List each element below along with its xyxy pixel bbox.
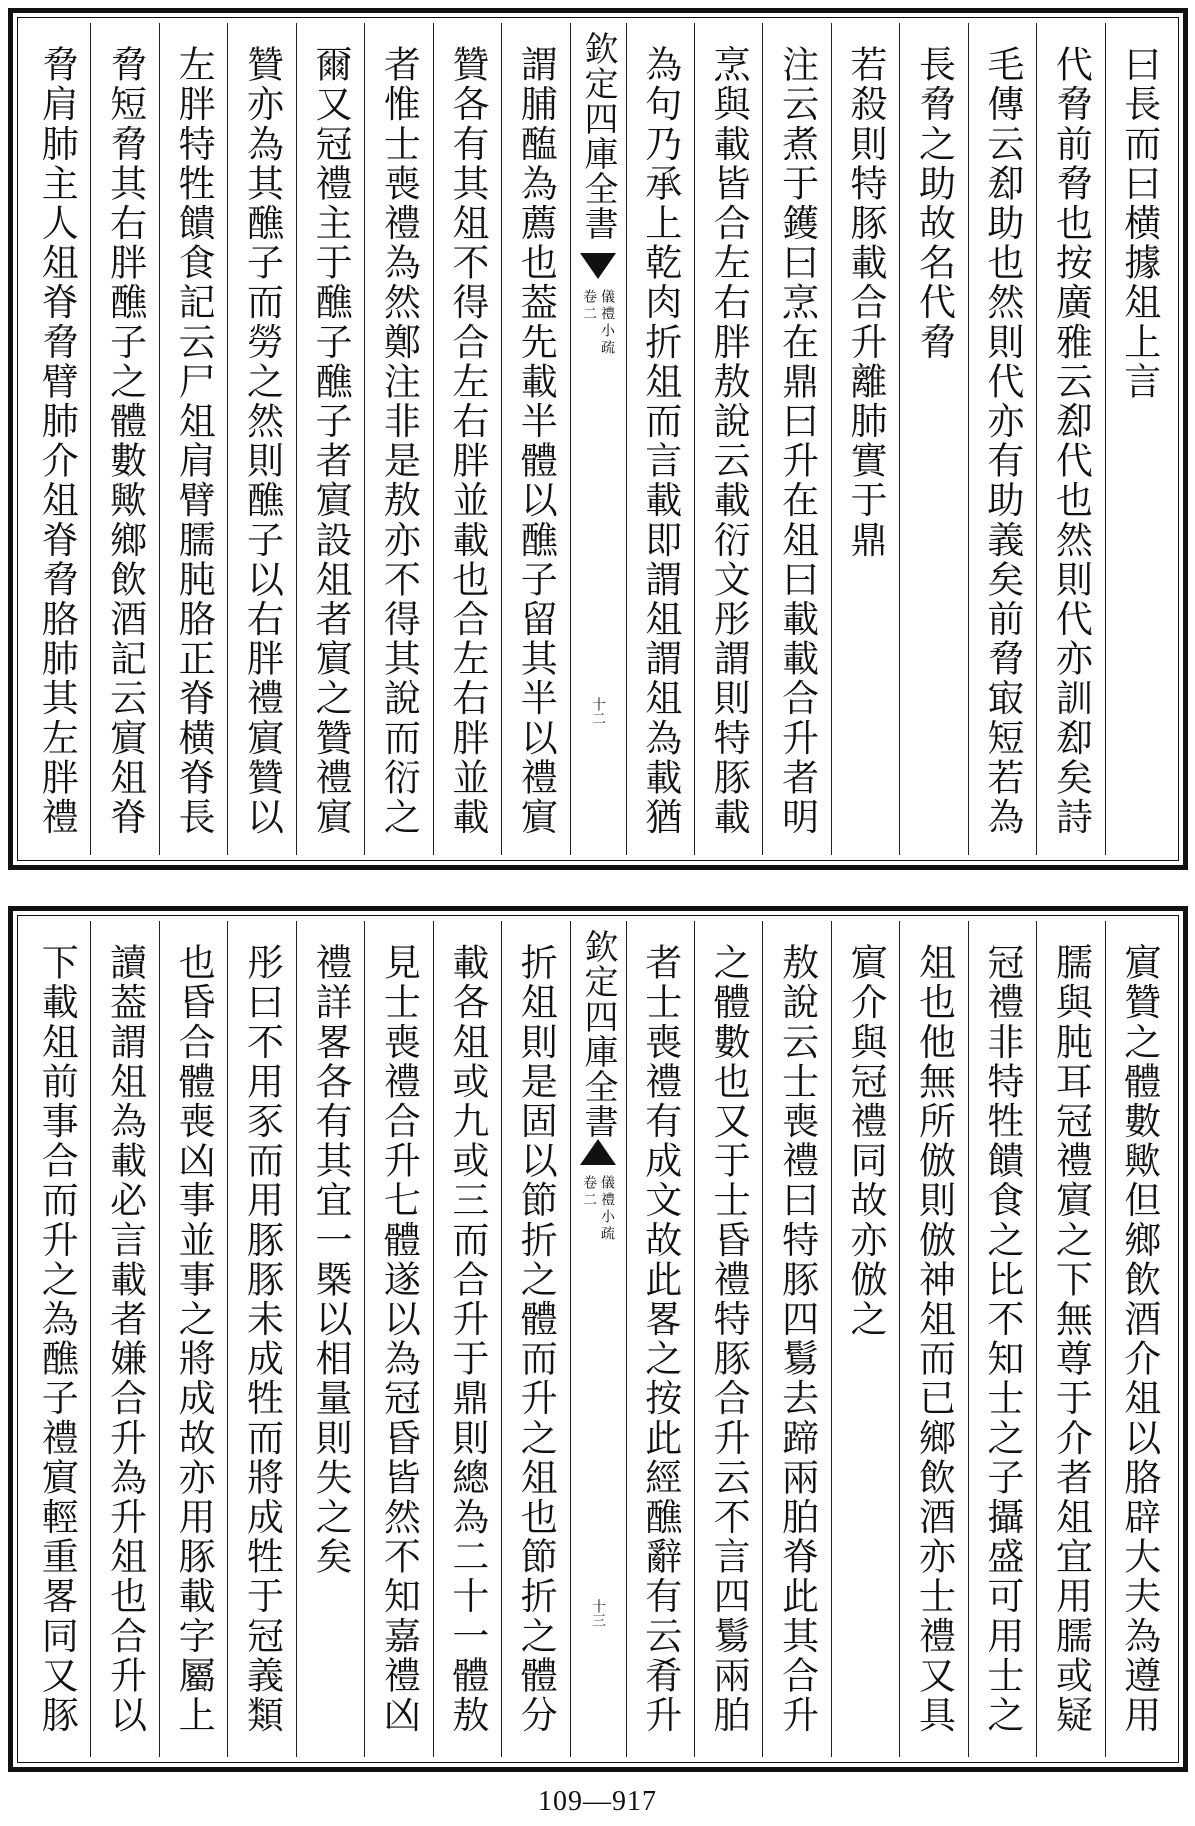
collection-title: 欽定四庫全書: [578, 929, 618, 1139]
column-text: 禮詳畧各有其宜一槩以相量則失之矣: [308, 943, 352, 1577]
column-text: 下載俎前事合而升之為醮子禮賔輕重畧同又豚: [35, 943, 79, 1735]
column-text: 載各俎或九或三而合升于鼎則總為二十一體敖: [445, 943, 489, 1735]
folio-number: 十三: [590, 1599, 606, 1627]
text-column: [227, 23, 295, 855]
book-title: 儀禮小疏: [599, 289, 615, 357]
upper-page-block: [8, 8, 1188, 870]
column-text: 左胖特牲饋食記云尸俎肩臂臑肫胳正脊横脊長: [172, 45, 216, 837]
column-text: 之體數也又于士昏禮特豚合升云不言四鬄兩胉: [707, 943, 751, 1735]
column-text: 曰長而曰横據俎上言: [1117, 45, 1161, 402]
book-title: 儀禮小疏: [599, 1175, 615, 1243]
book-info: [582, 1175, 614, 1243]
text-column: [159, 921, 227, 1757]
text-column: [968, 23, 1036, 855]
text-column: [296, 921, 364, 1757]
text-column: [626, 921, 694, 1757]
text-column: [626, 23, 694, 855]
column-text: 長脅之助故名代脅: [912, 45, 956, 362]
column-text: 者士喪禮有成文故此畧之按此經醮辭有云肴升: [638, 943, 682, 1735]
text-column: [90, 921, 158, 1757]
text-column: [227, 921, 295, 1757]
column-text: 爾又冠禮主于醮子醮子者賔設俎者賔之贊禮賔: [308, 45, 352, 837]
column-text: 讀葢謂俎為載必言載者嫌合升為升俎也合升以: [103, 943, 147, 1735]
column-text: 贊亦為其醮子而勞之然則醮子以右胖禮賔贊以: [240, 45, 284, 837]
text-column: [694, 23, 762, 855]
text-column: [899, 23, 967, 855]
column-text: 冠禮非特牲饋食之比不知士之子攝盛可用士之: [980, 943, 1024, 1735]
column-text: 見士喪禮合升七體遂以為冠昏皆然不知嘉禮凶: [377, 943, 421, 1735]
text-column: [90, 23, 158, 855]
column-text: 俎也他無所倣則倣神俎而已鄉飲酒亦士禮又具: [912, 943, 956, 1735]
column-text: 賔介與冠禮同故亦倣之: [844, 943, 888, 1339]
column-text: 者惟士喪禮為然鄭注非是敖亦不得其說而衍之: [377, 45, 421, 837]
column-text: 臑與肫耳冠禮賔之下無尊于介者俎宜用臑或疑: [1049, 943, 1093, 1735]
text-column: [1036, 921, 1104, 1757]
text-column: [762, 921, 830, 1757]
text-column: [296, 23, 364, 855]
folio-number: 十二: [590, 697, 606, 725]
center-margin: [570, 921, 626, 1757]
center-margin: [570, 23, 626, 855]
lower-page-block: [8, 906, 1188, 1772]
text-column: [159, 23, 227, 855]
column-text: 賔贊之體數歟但鄉飲酒介俎以胳辟大夫為遵用: [1117, 943, 1161, 1735]
text-column: [501, 23, 569, 855]
text-column: [433, 23, 501, 855]
text-column: [23, 23, 90, 855]
volume-label: 卷二: [581, 289, 597, 323]
column-text: 敖說云士喪禮曰特豚四鬄去蹄兩胉脊此其合升: [775, 943, 819, 1735]
column-text: 烹與載皆合左右胖敖說云載衍文彤謂則特豚載: [707, 45, 751, 837]
text-column: [364, 921, 432, 1757]
text-column: [364, 23, 432, 855]
text-column: [831, 921, 899, 1757]
fish-tail-lower-icon: [580, 1139, 616, 1165]
column-text: 謂脯醢為薦也葢先載半體以醮子留其半以禮賔: [514, 45, 558, 837]
text-column: [1105, 23, 1173, 855]
text-column: [23, 921, 90, 1757]
column-text: 折俎則是固以節折之體而升之俎也節折之體分: [514, 943, 558, 1735]
book-info: [582, 289, 614, 357]
column-text: 脅短脅其右胖醮子之體數歟鄉飲酒記云賔俎脊: [103, 45, 147, 837]
column-text: 毛傳云㕁助也然則代亦有助義矣前脅㝡短若為: [980, 45, 1024, 837]
column-text: 彤曰不用豕而用豚豚未成牲而將成牲于冠義類: [240, 943, 284, 1735]
collection-title: 欽定四庫全書: [578, 31, 618, 241]
column-text: 為句乃承上乾肉折俎而言載即謂俎謂俎為載猶: [638, 45, 682, 837]
column-text: 若殺則特豚載合升離肺實于鼎: [844, 45, 888, 560]
text-column: [899, 921, 967, 1757]
page-footer-number: 109—917: [538, 1786, 657, 1817]
column-text: 代脅前脅也按廣雅云㕁代也然則代亦訓㕁矣詩: [1049, 45, 1093, 837]
lower-text-columns: [23, 921, 1173, 1757]
text-column: [1036, 23, 1104, 855]
column-text: 注云煮于鑊曰烹在鼎曰升在俎曰載載合升者明: [775, 45, 819, 837]
column-text: 也昏合體喪凶事並事之將成故亦用豚載字屬上: [172, 943, 216, 1735]
text-column: [762, 23, 830, 855]
text-column: [433, 921, 501, 1757]
text-column: [831, 23, 899, 855]
text-column: [968, 921, 1036, 1757]
volume-label: 卷二: [581, 1175, 597, 1209]
text-column: [501, 921, 569, 1757]
column-text: 脅肩肺主人俎脊脅臂肺介俎脊脅胳肺其左胖禮: [35, 45, 79, 837]
text-column: [694, 921, 762, 1757]
column-text: 贊各有其俎不得合左右胖並載也合左右胖並載: [445, 45, 489, 837]
fish-tail-upper-icon: [580, 253, 616, 279]
upper-text-columns: [23, 23, 1173, 855]
text-column: [1105, 921, 1173, 1757]
